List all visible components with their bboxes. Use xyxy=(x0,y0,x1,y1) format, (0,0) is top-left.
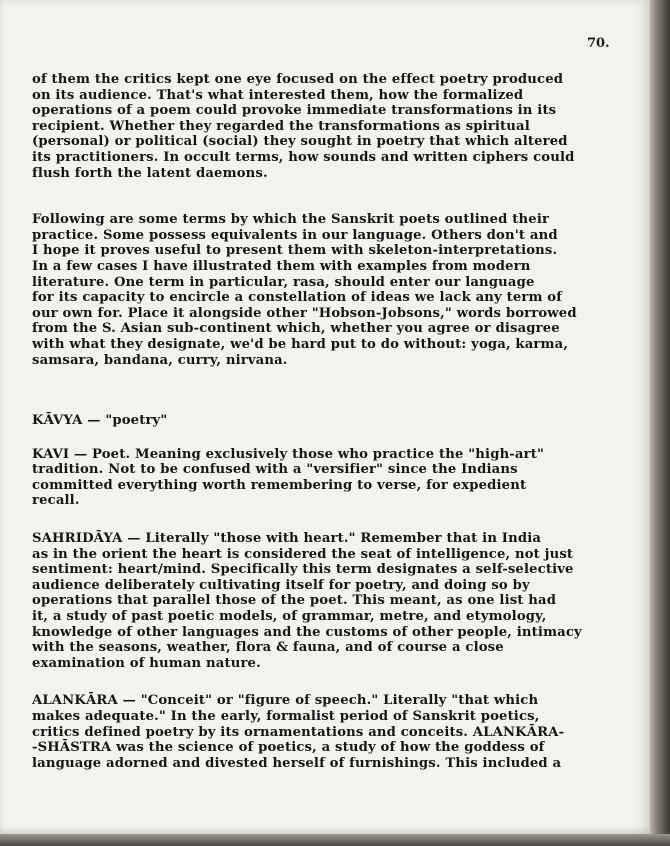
text-line: recipient. Whether they regarded the transformations as spiritual xyxy=(32,118,530,134)
text-line: tradition. Not to be confused with a "versifier" since the Indians xyxy=(32,462,518,478)
paragraph-gap xyxy=(32,429,647,447)
term-entry-sahridaya xyxy=(32,531,647,671)
page-edge-right xyxy=(650,0,670,846)
text-line: audience deliberately cultivating itself for poetry, and doing so by xyxy=(32,577,530,593)
text-line: KAVI — Poet. Meaning exclusively those who practice the "high-art" xyxy=(32,446,544,462)
term-entry-kavi xyxy=(32,447,647,509)
text-line: as in the orient the heart is considered the seat of intelligence, not just xyxy=(32,546,574,562)
text-line: flush forth the latent daemons. xyxy=(32,165,268,181)
page-edge-bottom xyxy=(0,834,670,846)
text-line: In a few cases I have illustrated them with examples from modern xyxy=(32,258,531,274)
text-line: operations that parallel those of the poet. This meant, as one list had xyxy=(32,593,557,609)
text-line: sentiment: heart/mind. Specifically this term designates a self-selective xyxy=(32,562,574,578)
paragraph-gap xyxy=(32,368,647,413)
text-line: operations of a poem could provoke immediate transformations in its xyxy=(32,103,557,119)
text-line: its practitioners. In occult terms, how sounds and written ciphers could xyxy=(32,149,575,165)
text-line: critics defined poetry by its ornamentations and conceits. ALANKĀRA- xyxy=(32,724,565,740)
text-line: on its audience. That's what interested them, how the formalized xyxy=(32,87,524,103)
text-line: I hope it proves useful to present them with skeleton-interpretations. xyxy=(32,243,558,259)
text-line: for its capacity to encircle a constellation of ideas we lack any term of xyxy=(32,290,563,306)
text-line: examination of human nature. xyxy=(32,655,261,671)
text-line: language adorned and divested herself of furnishings. This included a xyxy=(32,755,562,771)
text-line: with what they designate, we'd be hard put to do without: yoga, karma, xyxy=(32,336,569,352)
text-line: KĀVYA — "poetry" xyxy=(32,413,168,429)
text-line: literature. One term in particular, rasa, should enter our language xyxy=(32,274,535,290)
text-line: Following are some terms by which the Sanskrit poets outlined their xyxy=(32,212,550,228)
text-line: committed everything worth remembering to verse, for expedient xyxy=(32,477,527,493)
text-line: of them the critics kept one eye focused on the effect poetry produced xyxy=(32,72,564,87)
paragraph-gap xyxy=(32,671,647,693)
text-line: from the S. Asian sub-continent which, whether you agree or disagree xyxy=(32,321,560,337)
paragraph-critics-focus xyxy=(32,72,647,181)
text-line: SAHRIDĀYA — Literally "those with heart." Remember that in India xyxy=(32,531,542,547)
text-line: makes adequate." In the early, formalist period of Sanskrit poetics, xyxy=(32,709,540,724)
paragraph-sanskrit-terms-intro xyxy=(32,212,647,368)
text-line: (personal) or political (social) they sought in poetry that which altered xyxy=(32,134,568,150)
text-line: samsara, bandana, curry, nirvana. xyxy=(32,352,288,368)
page-body xyxy=(32,72,647,771)
term-entry-alankara xyxy=(32,693,647,771)
term-entry-kavya xyxy=(32,413,647,429)
paragraph-gap xyxy=(32,181,647,212)
page-number: 70. xyxy=(587,36,610,51)
text-line: knowledge of other languages and the customs of other people, intimacy xyxy=(32,624,582,640)
text-line: with the seasons, weather, flora & fauna, and of course a close xyxy=(32,640,504,656)
text-line: recall. xyxy=(32,493,80,509)
text-line: it, a study of past poetic models, of grammar, metre, and etymology, xyxy=(32,609,547,625)
text-line: practice. Some possess equivalents in our language. Others don't and xyxy=(32,227,558,243)
text-line: our own for. Place it alongside other "Hobson-Jobsons," words borrowed xyxy=(32,305,577,321)
text-line: ALANKĀRA — "Conceit" or "figure of speech." Literally "that which xyxy=(32,693,539,709)
paragraph-gap xyxy=(32,509,647,531)
text-line: -SHĀSTRA was the science of poetics, a study of how the goddess of xyxy=(32,740,545,756)
